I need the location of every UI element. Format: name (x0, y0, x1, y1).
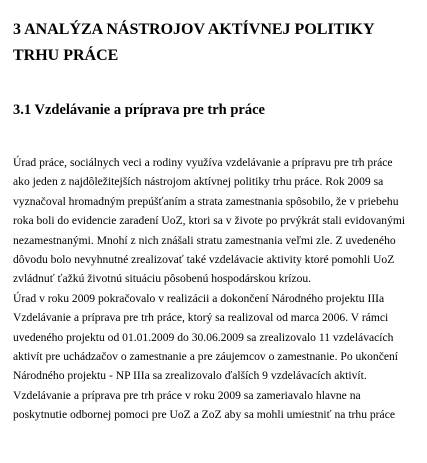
body-line: Úrad v roku 2009 pokračovalo v realizácii a dokončení Národného projektu IIIa (13, 291, 385, 305)
body-line: poskytnutie odbornej pomoci pre UoZ a ZoZ aby sa mohli umiestniť na trhu práce (13, 408, 395, 422)
body-paragraphs (13, 153, 427, 424)
body-line: uvedeného projektu od 01.01.2009 do 30.06.2009 sa zrealizovalo 11 vzdelávacích (13, 330, 394, 344)
body-line: Vzdelávanie a príprava pre trh práce, ktorý sa realizoval od marca 2006. V rámci (13, 311, 389, 325)
body-line: nezamestnanými. Mnohí z nich znášali stratu zamestnania veľmi zle. Z uvedeného (13, 233, 396, 247)
body-line: ako jeden z najdôležitejších nástrojom aktívnej politiky trhu práce. Rok 2009 sa (13, 175, 384, 189)
body-line: roka boli do evidencie zaradení UoZ, ktori sa v živote po prvýkrát stali evidovanými (13, 214, 406, 228)
body-line: Úrad práce, sociálnych veci a rodiny využíva vzdelávanie a prípravu pre trh práce (13, 156, 393, 169)
body-line: aktivít pre uchádzačov o zamestnanie a pre záujemcov o zamestnanie. Po ukončení (13, 349, 399, 363)
chapter-title-line-1: 3 ANALÝZA NÁSTROJOV AKTÍVNEJ POLITIKY (13, 21, 375, 38)
chapter-title (13, 17, 423, 69)
body-line: vyznačoval hromadným prepúšťaním a strata zamestnania spôsobilo, že v priebehu (13, 194, 399, 208)
section-heading: 3.1 Vzdelávanie a príprava pre trh práce (13, 102, 265, 118)
body-line: zvládnuť ťažkú životnú situáciu pôsobenú hospodárskou krízou. (13, 272, 312, 286)
body-line: dôvodu bolo nevyhnutné zrealizovať také vzdelávacie aktivity ktoré pomohli UoZ (13, 252, 395, 266)
chapter-title-line-2: TRHU PRÁCE (13, 47, 119, 64)
body-line: Vzdelávanie a príprava pre trh práce v roku 2009 sa zameriavalo hlavne na (13, 388, 361, 402)
body-line: Národného projektu - NP IIIa sa zrealizovalo ďalších 9 vzdelávacích aktivít. (13, 369, 367, 383)
